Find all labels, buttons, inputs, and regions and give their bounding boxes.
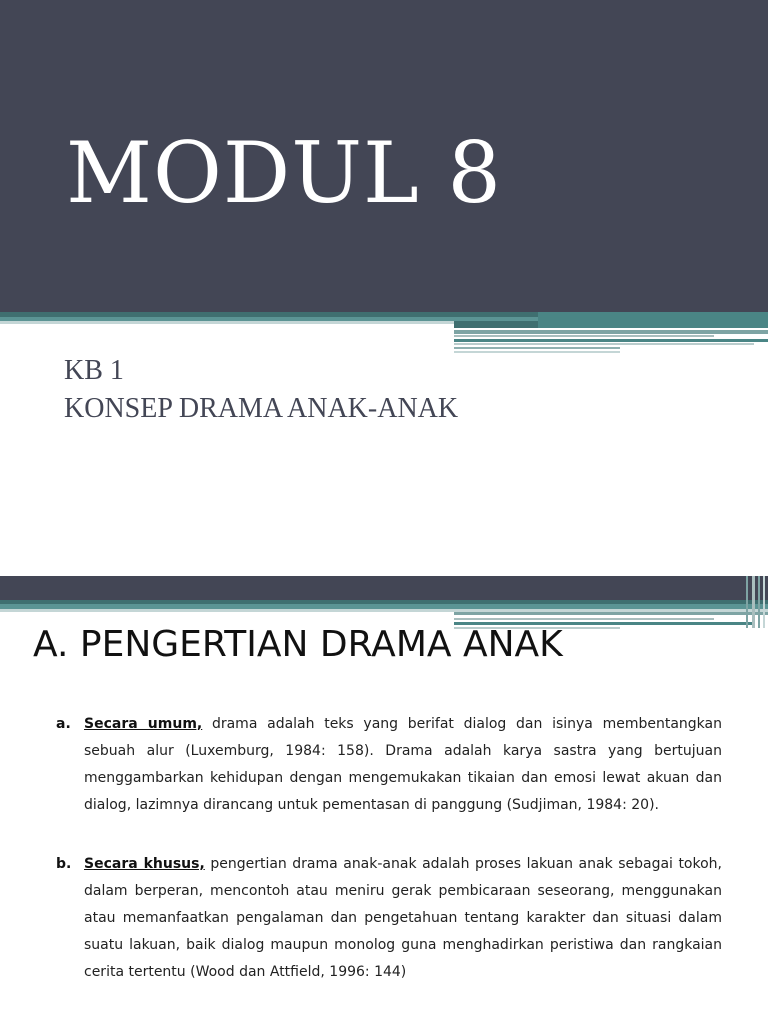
definition-item-general: [56, 711, 722, 819]
slide-title: MODUL 8: [66, 124, 502, 222]
subtitle-line-1: KB 1: [64, 355, 124, 386]
content-slide: [0, 576, 768, 1024]
definition-text: drama adalah teks yang berifat dialog dan isinya membentangkan sebuah alur (Luxemburg, 1984: 158). Drama adalah karya sastra yang bertujuan menggambarkan kehidupan dengan mengemukakan tikaian dan emosi lewat akuan dan dialog, lazimnya dirancang untuk pementasan di panggung (Sudjiman, 1984: 20).: [84, 716, 722, 813]
definition-lead: Secara khusus,: [84, 856, 205, 872]
definition-lead: Secara umum,: [84, 716, 203, 732]
list-marker: b.: [56, 856, 72, 872]
subtitle-line-2: KONSEP DRAMA ANAK-ANAK: [64, 393, 459, 424]
list-marker: a.: [56, 716, 71, 732]
slide-subtitle: [64, 352, 458, 428]
definition-paragraph: [84, 711, 722, 819]
definition-item-specific: [56, 851, 722, 986]
definition-paragraph: [84, 851, 722, 986]
section-heading: A. PENGERTIAN DRAMA ANAK: [33, 624, 563, 665]
content-header-band: [0, 576, 768, 600]
definition-text: pengertian drama anak-anak adalah proses lakuan anak sebagai tokoh, dalam berperan, mencontoh atau meniru gerak pembicaraan seseorang, menggunakan atau memanfaatkan pengalaman dan pengetahuan tentang karakter dan situasi dalam suatu lakuan, baik dialog maupun monolog guna menghadirkan peristiwa dan rangkaian cerita tertentu (Wood dan Attfield, 1996: 144): [84, 856, 722, 980]
